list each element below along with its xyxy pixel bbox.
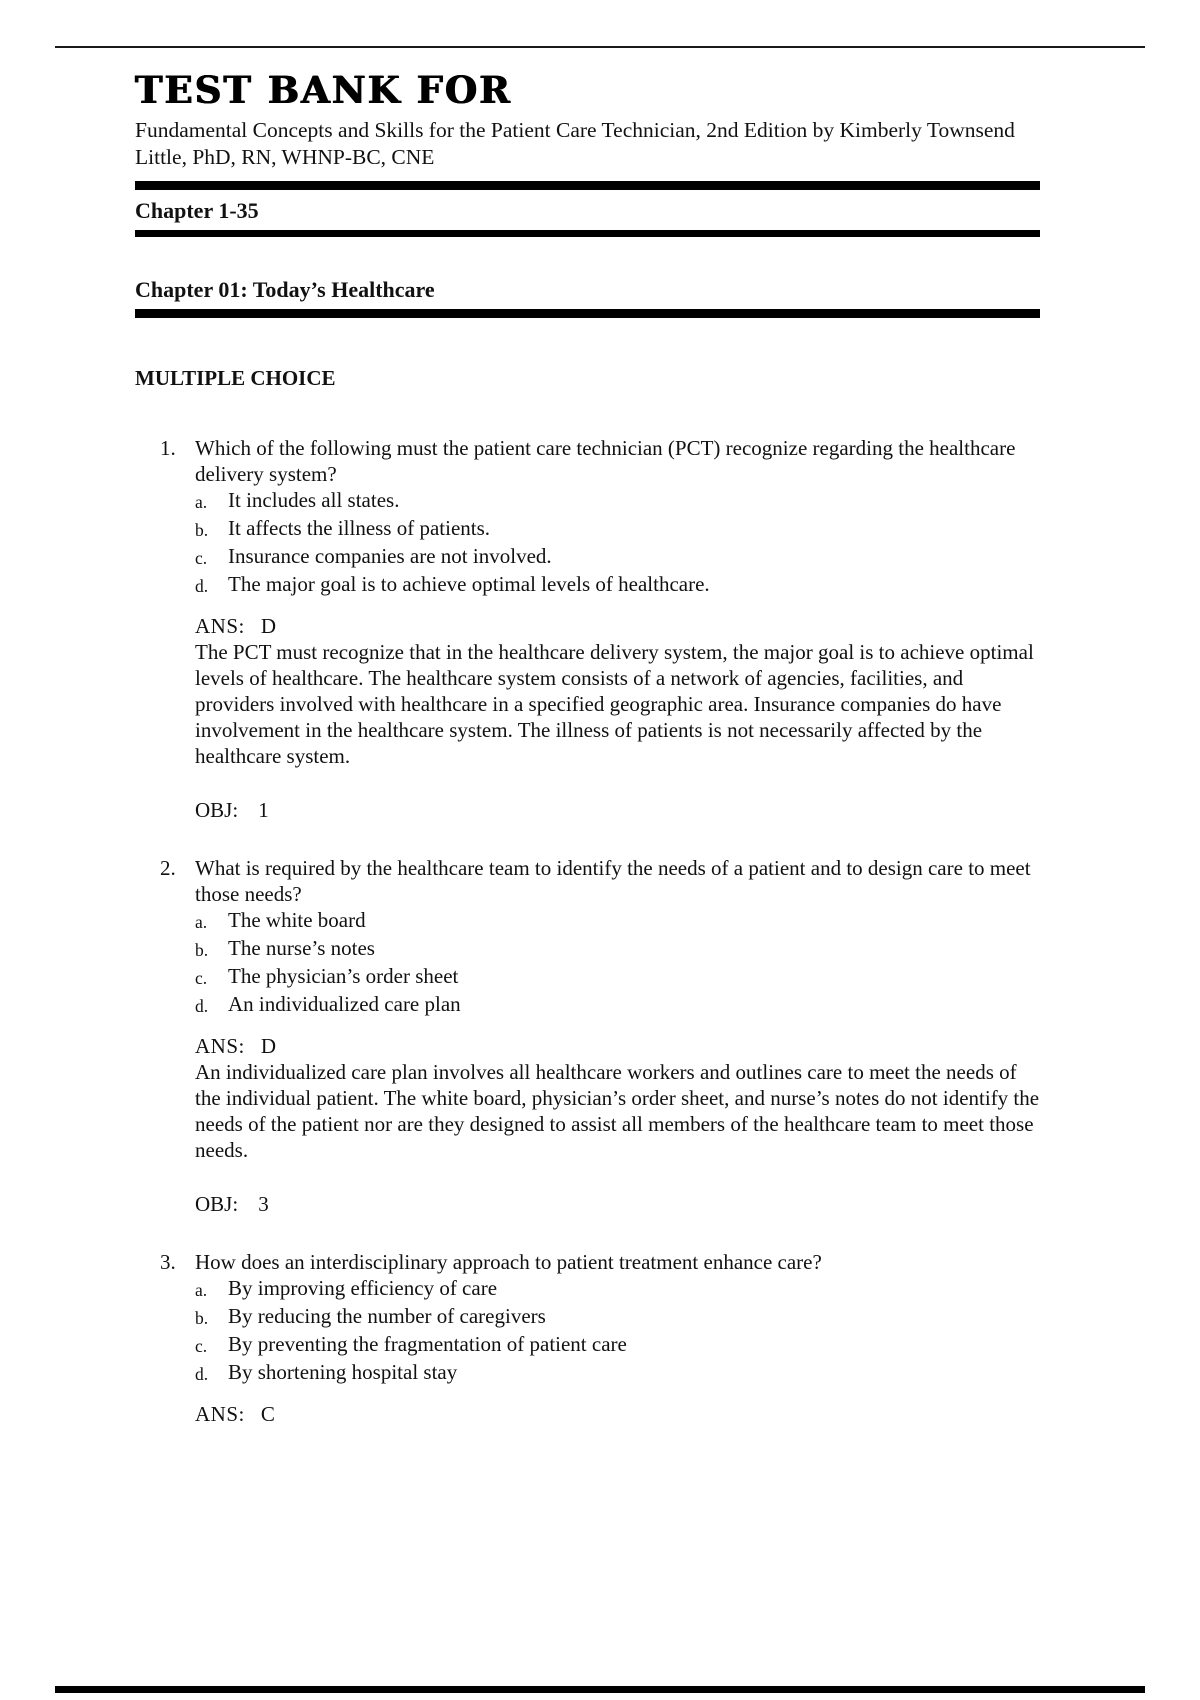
question-text: What is required by the healthcare team to identify the needs of a patient and to design care to meet those needs? [195, 855, 1031, 906]
book-subtitle: Fundamental Concepts and Skills for the Patient Care Technician, 2nd Edition by Kimberly Townsend Little, PhD, RN, WHNP-BC, CNE [135, 117, 1015, 169]
choice-text: The nurse’s notes [228, 935, 375, 960]
question-number: 3. [160, 1249, 176, 1274]
choice-item [195, 515, 1040, 543]
choice-label: c. [195, 967, 208, 988]
question-text: Which of the following must the patient care technician (PCT) recognize regarding the healthcare delivery system? [195, 435, 1016, 486]
answer-block [195, 1401, 1040, 1427]
choice-item [195, 907, 1040, 935]
chapter-range-heading: Chapter 1-35 [135, 197, 259, 223]
choice-label: a. [195, 1279, 208, 1300]
question-body [195, 435, 1040, 823]
choice-label: d. [195, 995, 209, 1016]
answer-rationale: The PCT must recognize that in the healthcare delivery system, the major goal is to achieve optimal levels of healthcare. The healthcare system consists of a network of agencies, facilities, and providers involved with healthcare in a specified geographic area. Insurance companies do have involvement in the healthcare system. The illness of patients is not necessarily affected by the healthcare system. [195, 639, 1034, 768]
answer-rationale: An individualized care plan involves all healthcare workers and outlines care to meet the needs of the individual patient. The white board, physician’s order sheet, and nurse’s notes do not identify the needs of the patient nor are they designed to assist all members of the healthcare team to meet those needs. [195, 1059, 1040, 1162]
answer-key-label: ANS: [195, 613, 245, 638]
question-text: How does an interdisciplinary approach to patient treatment enhance care? [195, 1249, 822, 1274]
bottom-rule [55, 1686, 1145, 1693]
choice-label: a. [195, 491, 208, 512]
question-number: 1. [160, 435, 176, 460]
choice-item [195, 1303, 1040, 1331]
objective-key-label: OBJ: [195, 1191, 239, 1216]
choice-label: b. [195, 1307, 209, 1328]
questions-list [135, 435, 1040, 1427]
answer-block [195, 1033, 1040, 1163]
choice-label: c. [195, 547, 208, 568]
objective-value: 3 [258, 1191, 269, 1216]
page-title: TEST BANK FOR [135, 68, 512, 112]
answer-key-label: ANS: [195, 1401, 245, 1426]
answer-value: C [260, 1401, 275, 1426]
choice-item [195, 935, 1040, 963]
choice-text: Insurance companies are not involved. [228, 543, 552, 568]
choice-item [195, 543, 1040, 571]
question-item [160, 1249, 1040, 1427]
choice-text: An individualized care plan [228, 991, 461, 1016]
choices-list [195, 1275, 1040, 1387]
question-number: 2. [160, 855, 176, 880]
objective-line [195, 797, 1040, 823]
divider-bar [135, 230, 1040, 237]
objective-line [195, 1191, 1040, 1217]
choice-text: It affects the illness of patients. [228, 515, 491, 540]
question-body [195, 1249, 1040, 1427]
choice-label: b. [195, 519, 209, 540]
choice-text: By shortening hospital stay [228, 1359, 458, 1384]
choice-text: By reducing the number of caregivers [228, 1303, 546, 1328]
choice-text: The physician’s order sheet [228, 963, 459, 988]
choice-item [195, 571, 1040, 599]
choice-text: It includes all states. [228, 487, 400, 512]
choice-item [195, 1359, 1040, 1387]
choice-text: The white board [228, 907, 366, 932]
choice-text: The major goal is to achieve optimal levels of healthcare. [228, 571, 710, 596]
answer-value: D [260, 613, 277, 638]
choices-list [195, 487, 1040, 599]
answer-block [195, 613, 1040, 769]
question-item [160, 435, 1040, 823]
objective-key-label: OBJ: [195, 797, 239, 822]
question-body [195, 855, 1040, 1217]
answer-key-label: ANS: [195, 1033, 245, 1058]
choice-item [195, 1275, 1040, 1303]
choice-label: d. [195, 575, 209, 596]
choice-text: By improving efficiency of care [228, 1275, 498, 1300]
divider-bar [135, 181, 1040, 190]
section-heading: MULTIPLE CHOICE [135, 365, 336, 390]
choice-label: c. [195, 1335, 208, 1356]
answer-line [195, 1401, 1040, 1427]
choice-label: b. [195, 939, 209, 960]
choice-text: By preventing the fragmentation of patient care [228, 1331, 627, 1356]
choice-label: d. [195, 1363, 209, 1384]
choice-item [195, 963, 1040, 991]
top-rule [55, 46, 1145, 48]
objective-value: 1 [258, 797, 269, 822]
answer-value: D [260, 1033, 277, 1058]
question-item [160, 855, 1040, 1217]
page-content [135, 70, 1040, 1459]
choices-list [195, 907, 1040, 1019]
choice-item [195, 1331, 1040, 1359]
choice-item [195, 991, 1040, 1019]
chapter-title-heading: Chapter 01: Today’s Healthcare [135, 276, 435, 302]
answer-line [195, 613, 1040, 639]
answer-line [195, 1033, 1040, 1059]
choice-item [195, 487, 1040, 515]
divider-bar [135, 309, 1040, 318]
choice-label: a. [195, 911, 208, 932]
